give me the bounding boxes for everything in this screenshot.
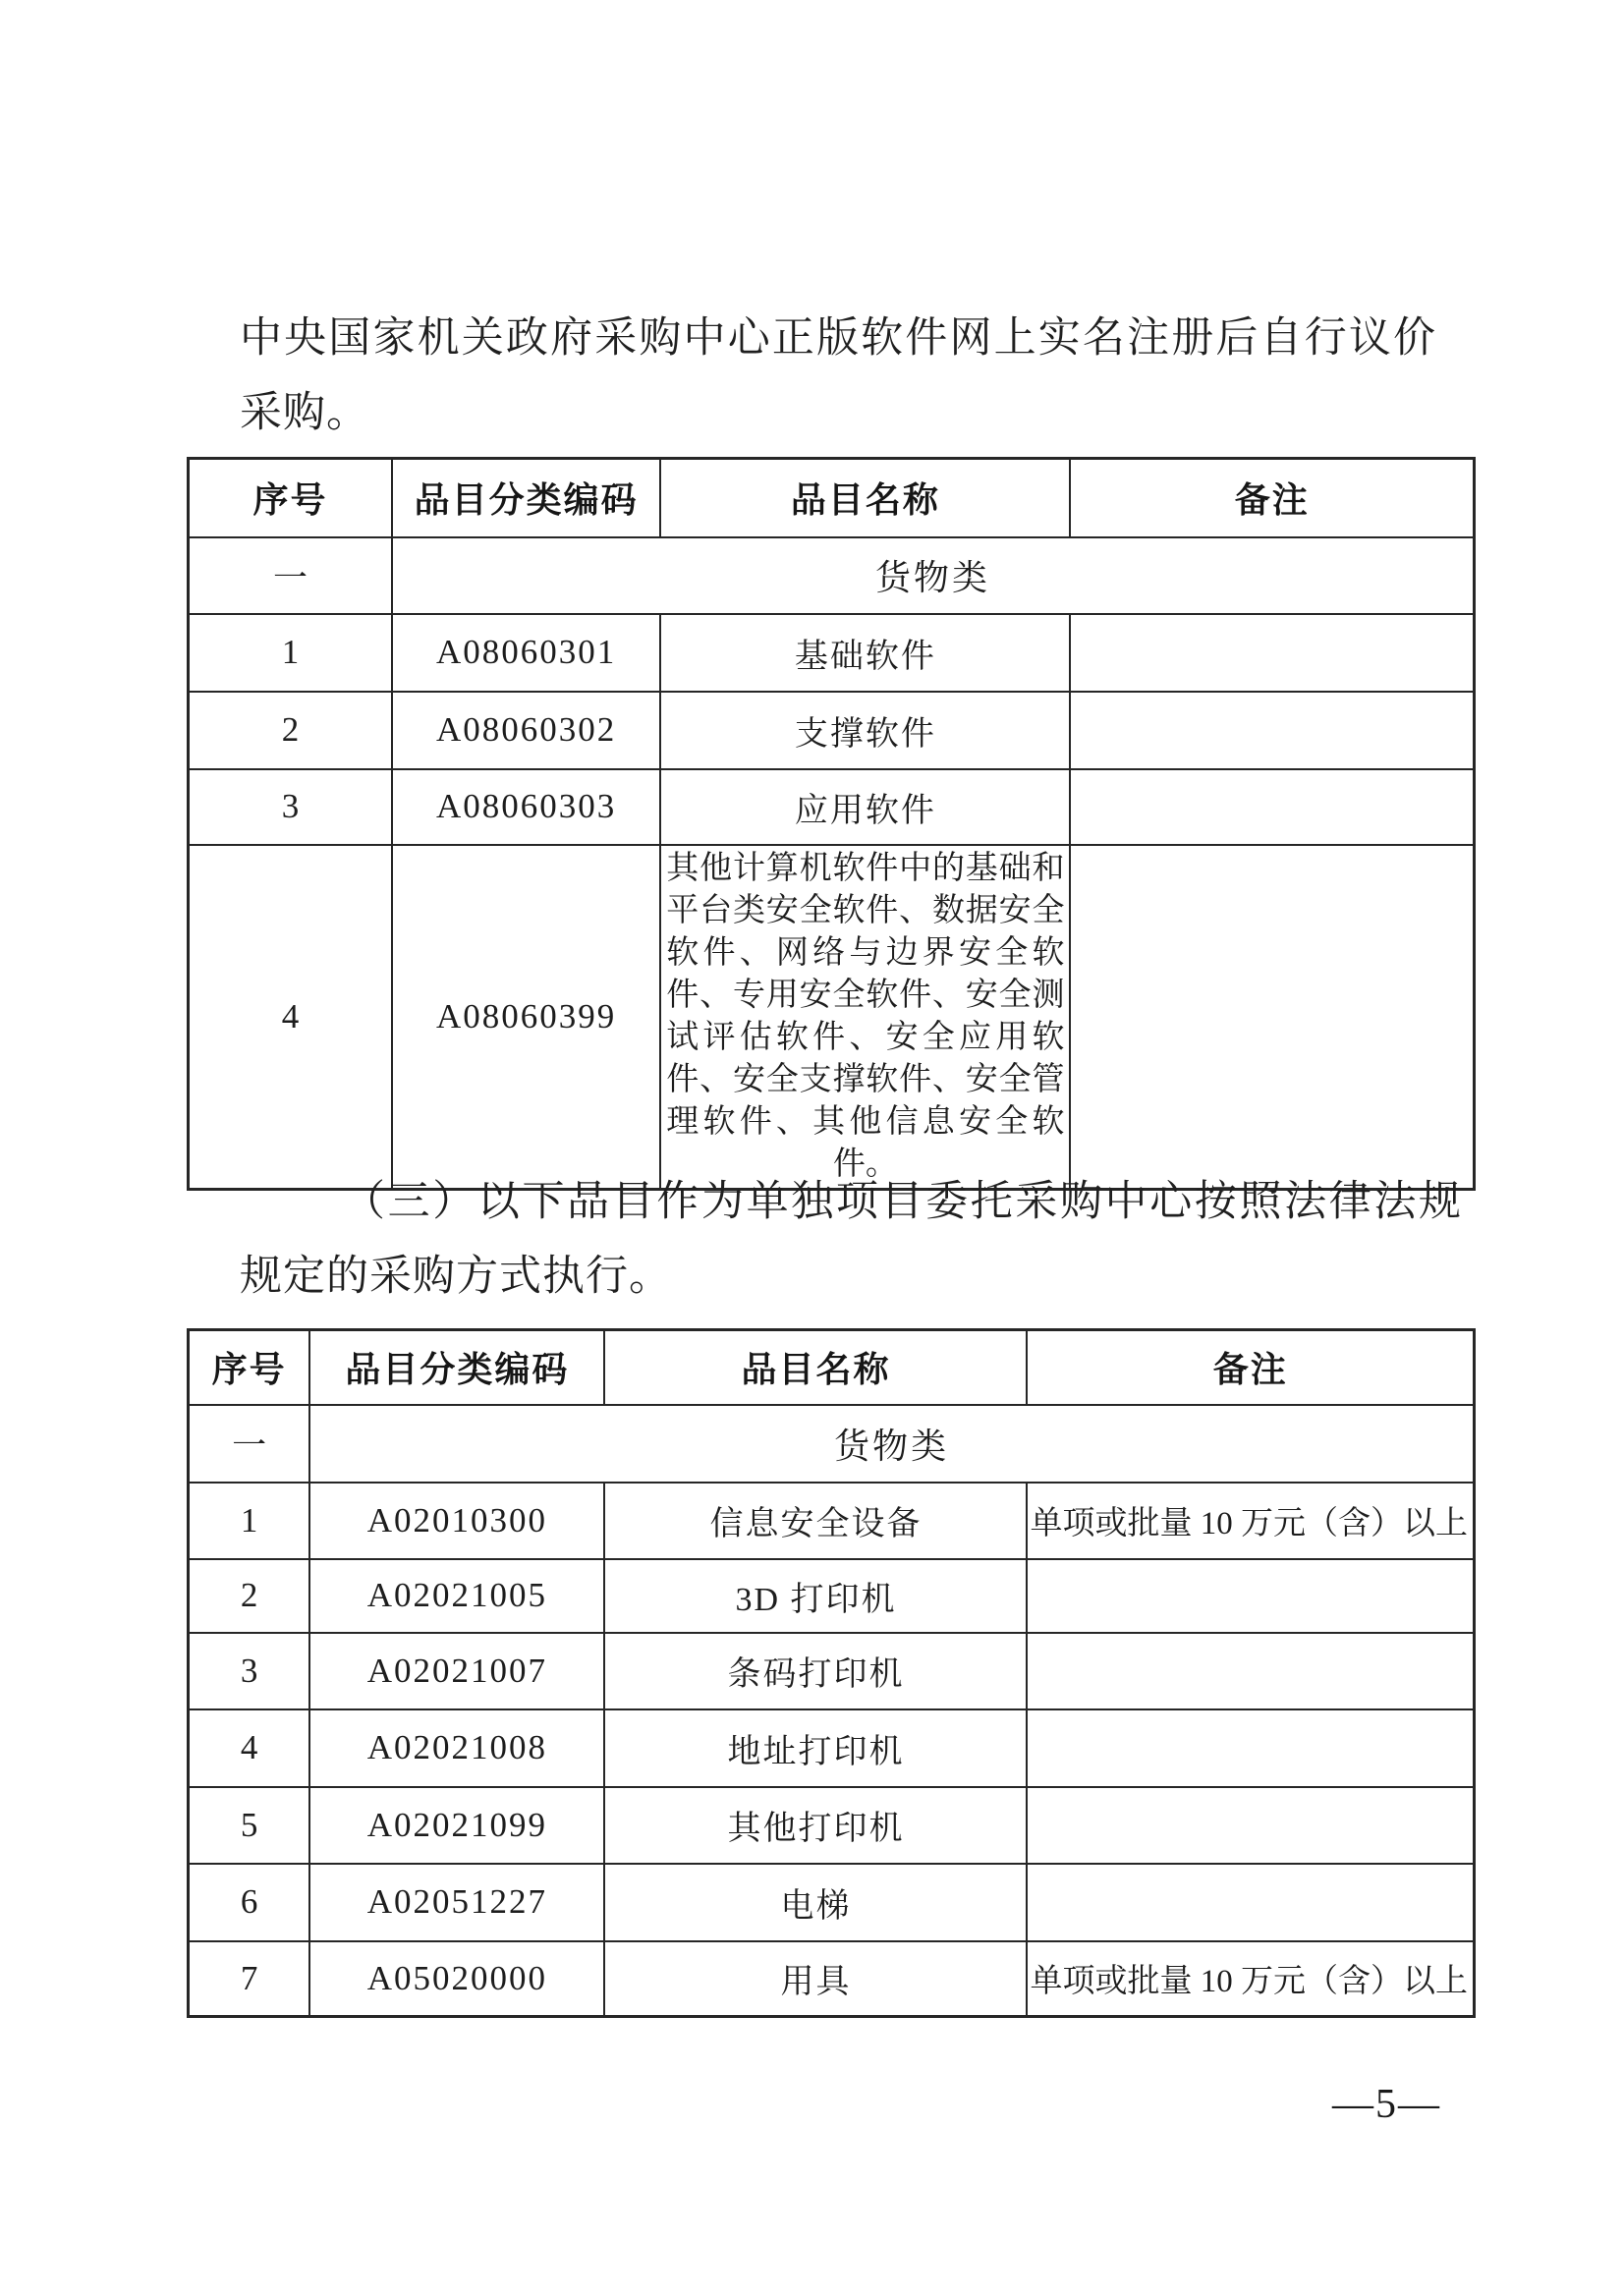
cell-name: 基础软件 bbox=[660, 614, 1070, 692]
cell-seq: 2 bbox=[189, 1559, 310, 1633]
cell-seq: 6 bbox=[189, 1864, 310, 1941]
cell-code: A08060302 bbox=[392, 692, 660, 769]
cell-code: A02021008 bbox=[309, 1709, 604, 1787]
cell-note bbox=[1027, 1787, 1474, 1864]
cell-code: A05020000 bbox=[309, 1941, 604, 2017]
table-row bbox=[189, 1483, 1475, 1559]
cell-name: 支撑软件 bbox=[660, 692, 1070, 769]
cell-seq: 1 bbox=[189, 614, 392, 692]
cell-note bbox=[1070, 692, 1474, 769]
cell-name: 应用软件 bbox=[660, 769, 1070, 845]
table2-group-row bbox=[189, 1405, 1475, 1483]
table2-header-row bbox=[189, 1330, 1475, 1405]
column-header-note: 备注 bbox=[1070, 459, 1474, 537]
table-row bbox=[189, 614, 1475, 692]
table-row bbox=[189, 1864, 1475, 1941]
cell-note: 单项或批量 10 万元（含）以上 bbox=[1027, 1941, 1474, 2017]
cell-name: 电梯 bbox=[604, 1864, 1027, 1941]
cell-name: 条码打印机 bbox=[604, 1633, 1027, 1709]
group-label: 货物类 bbox=[392, 537, 1475, 614]
cell-note bbox=[1070, 769, 1474, 845]
cell-name: 其他打印机 bbox=[604, 1787, 1027, 1864]
cell-code: A08060303 bbox=[392, 769, 660, 845]
table-software-items bbox=[187, 457, 1476, 1191]
cell-code: A02051227 bbox=[309, 1864, 604, 1941]
cell-code: A02021099 bbox=[309, 1787, 604, 1864]
table-row bbox=[189, 845, 1475, 1190]
table1-header-row bbox=[189, 459, 1475, 537]
cell-seq: 5 bbox=[189, 1787, 310, 1864]
cell-seq: 3 bbox=[189, 769, 392, 845]
cell-seq: 7 bbox=[189, 1941, 310, 2017]
table-row bbox=[189, 692, 1475, 769]
table-row bbox=[189, 1633, 1475, 1709]
cell-note bbox=[1027, 1864, 1474, 1941]
page-number: —5— bbox=[1332, 2082, 1441, 2127]
table1-group-row bbox=[189, 537, 1475, 614]
group-seq: 一 bbox=[189, 537, 392, 614]
paragraph-middle: （三）以下品目作为单独项目委托采购中心按照法律法规规定的采购方式执行。 bbox=[240, 1179, 1462, 1300]
table-row bbox=[189, 769, 1475, 845]
cell-seq: 2 bbox=[189, 692, 392, 769]
table-delegated-items bbox=[187, 1328, 1476, 2018]
column-header-name: 品目名称 bbox=[660, 459, 1070, 537]
cell-seq: 1 bbox=[189, 1483, 310, 1559]
column-header-seq: 序号 bbox=[189, 1330, 310, 1405]
column-header-seq: 序号 bbox=[189, 459, 392, 537]
table-row bbox=[189, 1787, 1475, 1864]
cell-note bbox=[1070, 845, 1474, 1190]
cell-note bbox=[1070, 614, 1474, 692]
cell-name: 其他计算机软件中的基础和平台类安全软件、数据安全软件、网络与边界安全软件、专用安全软件、安全测试评估软件、安全应用软件、安全支撑软件、安全管理软件、其他信息安全软件。 bbox=[660, 845, 1070, 1190]
cell-code: A02010300 bbox=[309, 1483, 604, 1559]
table-row bbox=[189, 1709, 1475, 1787]
cell-code: A02021005 bbox=[309, 1559, 604, 1633]
paragraph-top: 中央国家机关政府采购中心正版软件网上实名注册后自行议价采购。 bbox=[240, 315, 1436, 436]
cell-name: 3D 打印机 bbox=[604, 1559, 1027, 1633]
cell-name: 用具 bbox=[604, 1941, 1027, 2017]
group-label: 货物类 bbox=[309, 1405, 1474, 1483]
cell-seq: 4 bbox=[189, 1709, 310, 1787]
column-header-code: 品目分类编码 bbox=[392, 459, 660, 537]
table-row bbox=[189, 1559, 1475, 1633]
group-seq: 一 bbox=[189, 1405, 310, 1483]
column-header-name: 品目名称 bbox=[604, 1330, 1027, 1405]
column-header-code: 品目分类编码 bbox=[309, 1330, 604, 1405]
cell-code: A08060399 bbox=[392, 845, 660, 1190]
cell-code: A02021007 bbox=[309, 1633, 604, 1709]
cell-code: A08060301 bbox=[392, 614, 660, 692]
cell-seq: 3 bbox=[189, 1633, 310, 1709]
cell-note bbox=[1027, 1559, 1474, 1633]
cell-note: 单项或批量 10 万元（含）以上 bbox=[1027, 1483, 1474, 1559]
cell-note bbox=[1027, 1709, 1474, 1787]
cell-name: 信息安全设备 bbox=[604, 1483, 1027, 1559]
cell-name: 地址打印机 bbox=[604, 1709, 1027, 1787]
column-header-note: 备注 bbox=[1027, 1330, 1474, 1405]
table-row bbox=[189, 1941, 1475, 2017]
cell-note bbox=[1027, 1633, 1474, 1709]
cell-seq: 4 bbox=[189, 845, 392, 1190]
